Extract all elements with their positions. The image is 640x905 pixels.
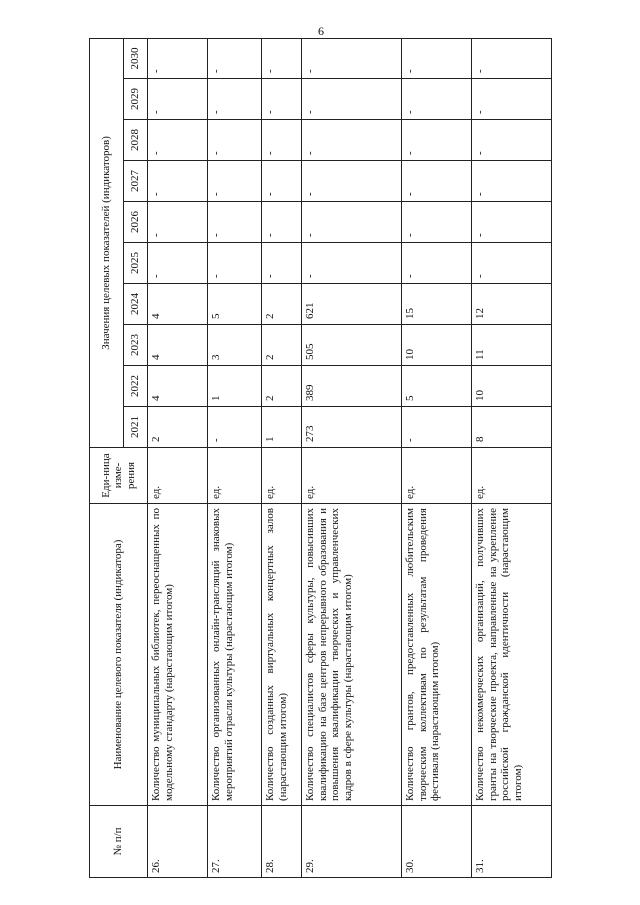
row-value: 10 xyxy=(402,325,472,366)
row-value: 621 xyxy=(302,284,402,325)
row-value: 2 xyxy=(262,284,302,325)
indicators-table-container xyxy=(89,40,531,878)
row-name: Количество созданных виртуальных концертных залов (нарастающим итогом) xyxy=(262,504,302,806)
header-year: 2026 xyxy=(124,202,148,243)
row-value: - xyxy=(302,79,402,120)
row-value: 3 xyxy=(208,325,262,366)
row-value: 1 xyxy=(208,366,262,407)
row-value: 8 xyxy=(472,407,552,448)
row-value: - xyxy=(148,202,208,243)
row-value: - xyxy=(302,120,402,161)
row-unit: ед. xyxy=(472,448,552,504)
row-value: 4 xyxy=(148,284,208,325)
indicators-table xyxy=(89,38,552,878)
header-year: 2027 xyxy=(124,161,148,202)
row-value: - xyxy=(302,202,402,243)
row-value: - xyxy=(208,407,262,448)
header-year: 2024 xyxy=(124,284,148,325)
row-value: 5 xyxy=(208,284,262,325)
row-value: 273 xyxy=(302,407,402,448)
row-value: 11 xyxy=(472,325,552,366)
row-num: 27. xyxy=(208,806,262,878)
row-value: - xyxy=(262,243,302,284)
header-year: 2025 xyxy=(124,243,148,284)
page-number: 6 xyxy=(318,24,324,38)
row-name: Количество грантов, предоставленных любительским творческим коллективам по результатам проведения фестиваля (нарастающим итогом) xyxy=(402,504,472,806)
row-value: - xyxy=(208,79,262,120)
row-value: - xyxy=(262,79,302,120)
row-value: - xyxy=(302,161,402,202)
header-year: 2023 xyxy=(124,325,148,366)
row-value: - xyxy=(208,38,262,78)
row-value: 12 xyxy=(472,284,552,325)
row-name: Количество муниципальных библиотек, переоснащенных по модельному стандарту (нарастающим итогом) xyxy=(148,504,208,806)
row-value: - xyxy=(472,243,552,284)
row-value: - xyxy=(208,243,262,284)
header-name: Наименование целевого показателя (индикатора) xyxy=(90,504,148,806)
row-unit: ед. xyxy=(148,448,208,504)
row-unit: ед. xyxy=(262,448,302,504)
row-value: - xyxy=(208,120,262,161)
row-num: 28. xyxy=(262,806,302,878)
row-value: - xyxy=(402,161,472,202)
row-num: 30. xyxy=(402,806,472,878)
row-value: 5 xyxy=(402,366,472,407)
row-unit: ед. xyxy=(402,448,472,504)
row-value: 1 xyxy=(262,407,302,448)
header-values-group: Значения целевых показателей (индикаторов) xyxy=(90,38,124,447)
row-value: - xyxy=(402,407,472,448)
table-row xyxy=(472,38,552,877)
row-value: 389 xyxy=(302,366,402,407)
row-value: - xyxy=(262,120,302,161)
row-value: 15 xyxy=(402,284,472,325)
row-value: - xyxy=(302,243,402,284)
row-value: - xyxy=(148,79,208,120)
header-num: № п/п xyxy=(90,806,148,878)
row-value: - xyxy=(402,79,472,120)
row-value: - xyxy=(262,202,302,243)
row-value: 505 xyxy=(302,325,402,366)
row-value: 10 xyxy=(472,366,552,407)
row-value: - xyxy=(208,161,262,202)
header-unit: Еди-ница изме-рения xyxy=(90,448,148,504)
table-row xyxy=(402,38,472,877)
row-value: 2 xyxy=(148,407,208,448)
header-year: 2030 xyxy=(124,38,148,78)
row-value: 2 xyxy=(262,325,302,366)
row-num: 31. xyxy=(472,806,552,878)
table-row xyxy=(262,38,302,877)
row-value: - xyxy=(148,38,208,78)
row-value: - xyxy=(472,38,552,78)
table-row xyxy=(208,38,262,877)
row-value: - xyxy=(148,161,208,202)
header-year: 2021 xyxy=(124,407,148,448)
row-name: Количество специалистов сферы культуры, повысивших квалификацию на базе центров непрерывного образования и повышения квалификации творческих и управленческих кадров в сфере культуры (нарастающим итогом) xyxy=(302,504,402,806)
row-num: 29. xyxy=(302,806,402,878)
row-value: - xyxy=(402,38,472,78)
row-value: - xyxy=(402,243,472,284)
header-year: 2028 xyxy=(124,120,148,161)
row-value: 4 xyxy=(148,366,208,407)
header-year: 2022 xyxy=(124,366,148,407)
table-row xyxy=(302,38,402,877)
row-value: - xyxy=(472,120,552,161)
row-value: - xyxy=(148,243,208,284)
row-value: - xyxy=(472,202,552,243)
row-value: - xyxy=(262,38,302,78)
row-value: - xyxy=(472,79,552,120)
row-value: - xyxy=(302,38,402,78)
row-value: 4 xyxy=(148,325,208,366)
row-value: - xyxy=(148,120,208,161)
row-name: Количество некоммерческих организаций, получивших гранты на творческие проекта, направленные на укрепление российской гражданской идентичности (нарастающим итогом) xyxy=(472,504,552,806)
row-value: - xyxy=(472,161,552,202)
row-value: - xyxy=(208,202,262,243)
header-year: 2029 xyxy=(124,79,148,120)
row-value: - xyxy=(402,120,472,161)
row-unit: ед. xyxy=(302,448,402,504)
row-value: - xyxy=(402,202,472,243)
table-row xyxy=(148,38,208,877)
row-name: Количество организованных онлайн-трансляций знаковых мероприятий отрасли культуры (нарастающим итогом) xyxy=(208,504,262,806)
row-unit: ед. xyxy=(208,448,262,504)
row-num: 26. xyxy=(148,806,208,878)
row-value: 2 xyxy=(262,366,302,407)
row-value: - xyxy=(262,161,302,202)
